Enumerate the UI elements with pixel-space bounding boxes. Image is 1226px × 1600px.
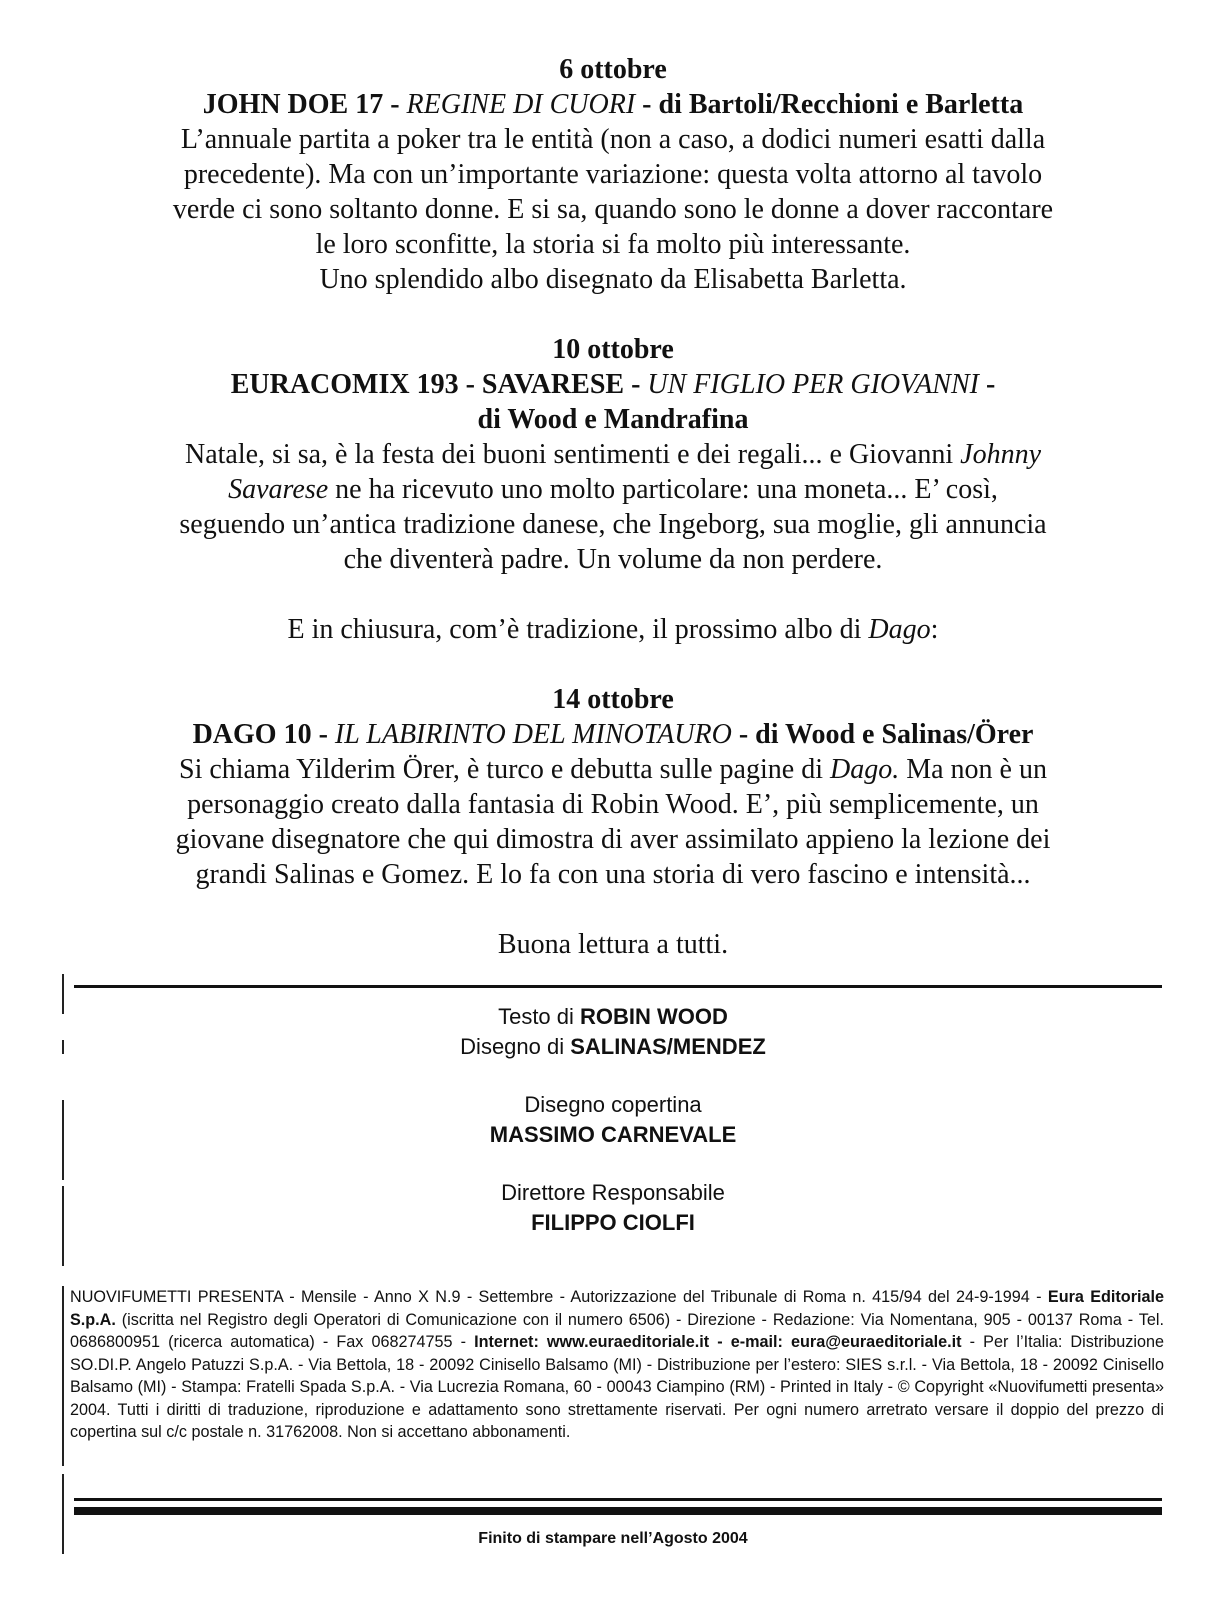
entry-headline-authors: di Wood e Mandrafina [477, 404, 749, 435]
credit-name [60, 1120, 1166, 1150]
body-line: che diventerà padre. Un volume da non perdere. [343, 544, 883, 575]
body-line: L’annuale partita a poker tra le entità (non a caso, a dodici numeri esatti dalla [180, 124, 1046, 155]
entry-date: 10 ottobre [552, 334, 674, 365]
entry-body [60, 437, 1166, 577]
credit-label: Testo di [498, 1004, 581, 1029]
body-italic: Dago. [829, 754, 900, 785]
bottom-rule-thick [74, 1507, 1162, 1515]
credit-label: Direttore Responsabile [501, 1180, 725, 1205]
closing-intro [60, 612, 1166, 647]
headline-series: DAGO 10 - [192, 719, 335, 750]
credit-name [60, 1208, 1166, 1238]
credit-label: Disegno copertina [524, 1092, 702, 1117]
legal-text: - Per l’Italia: Distribuzione SO.DI.P. Angelo Patuzzi S.p.A. - Via Bettola, 18 - 20092 Cinisello Balsamo (MI) - Distribuzione per l’estero: SIES s.r.l. - Via Bettola, 18 - 20092 Cinisello Balsamo (MI) - Stampa: Fratelli Spada S.p.A. - Via Lucrezia Romana, 60 - 00043 Ciampino (RM) - Printed in Italy - © Copyright «Nuovifumetti presenta» 2004. Tutti i diritti di traduzione, riproduzione e adattamento sono strettamente riservati. Per ogni numero arretrato versare il doppio del prezzo di copertina sul c/c postale n. 31762008. Non si accettano abbonamenti. [70, 1333, 1164, 1441]
entry-date: 14 ottobre [552, 684, 674, 715]
credits-director [60, 1178, 1166, 1238]
credit-label: Disegno di [460, 1034, 571, 1059]
closing-italic: Dago [868, 614, 931, 645]
headline-authors: - di Wood e Salinas/Örer [731, 719, 1034, 750]
body-text: Ma non è un [899, 754, 1047, 785]
legal-publisher: Eura Editoriale S.p.A. [70, 1288, 1164, 1329]
announcements [60, 52, 1166, 962]
body-italic: Johnny [960, 439, 1042, 470]
body-line: precedente). Ma con un’importante variazione: questa volta attorno al tavolo [183, 159, 1043, 190]
entry-date: 6 ottobre [559, 54, 667, 85]
entry-body [60, 752, 1166, 892]
entry-headline [60, 87, 1166, 122]
body-line: grandi Salinas e Gomez. E lo fa con una storia di vero fascino e intensità... [195, 859, 1031, 890]
body-italic: Savarese [228, 474, 329, 505]
top-rule [74, 985, 1162, 988]
credits [60, 1002, 1166, 1062]
bottom-rule-thin [74, 1498, 1162, 1501]
entry-headline [60, 367, 1166, 402]
credits-cover [60, 1090, 1166, 1150]
credit-name-text: FILIPPO CIOLFI [531, 1210, 695, 1235]
body-line: personaggio creato dalla fantasia di Robin Wood. E’, più semplicemente, un [187, 789, 1039, 820]
credit-name-text: MASSIMO CARNEVALE [489, 1122, 737, 1147]
farewell: Buona lettura a tutti. [497, 929, 729, 960]
entry-headline [60, 717, 1166, 752]
legal-text: (iscritta nel Registro degli Operatori di Comunicazione con il numero 6506) - Direzione - Redazione: Via Nomentana, 905 - 00137 Roma - Tel. 0686800951 (ricerca automatica) - Fax 068274755 - [70, 1310, 1164, 1351]
legal-contacts: Internet: www.euraeditoriale.it - e-mail: eura@euraeditoriale.it [474, 1333, 962, 1351]
margin-mark [62, 1286, 64, 1466]
body-line [60, 472, 1166, 507]
body-text: Si chiama Yilderim Örer, è turco e debutta sulle pagine di [179, 754, 830, 785]
print-date: Finito di stampare nell’Agosto 2004 [478, 1530, 748, 1547]
body-line: giovane disegnatore che qui dimostra di aver assimilato appieno la lezione dei [175, 824, 1051, 855]
credit-name: ROBIN WOOD [580, 1004, 728, 1029]
legal-text: NUOVIFUMETTI PRESENTA - Mensile - Anno X N.9 - Settembre - Autorizzazione del Tribunale di Roma n. 415/94 del 24-9-1994 - [70, 1288, 1048, 1306]
body-line: seguendo un’antica tradizione danese, che Ingeborg, sua moglie, gli annuncia [179, 509, 1047, 540]
legal-notice [70, 1286, 1164, 1444]
closing-tail: : [930, 614, 939, 645]
body-text: ne ha ricevuto uno molto particolare: una moneta... E’ così, [328, 474, 998, 505]
headline-dash: - [978, 369, 996, 400]
headline-title: REGINE DI CUORI [406, 89, 636, 120]
credit-name: SALINAS/MENDEZ [570, 1034, 766, 1059]
headline-series: JOHN DOE 17 - [202, 89, 407, 120]
body-text: Natale, si sa, è la festa dei buoni sentimenti e dei regali... e Giovanni [184, 439, 961, 470]
body-line [60, 752, 1166, 787]
credit-text [60, 1002, 1166, 1032]
headline-authors: - di Bartoli/Recchioni e Barletta [635, 89, 1024, 120]
body-line: Uno splendido albo disegnato da Elisabetta Barletta. [319, 264, 907, 295]
closing-text: E in chiusura, com’è tradizione, il prossimo albo di [287, 614, 869, 645]
entry-body [60, 122, 1166, 297]
body-line: verde ci sono soltanto donne. E si sa, quando sono le donne a dover raccontare [172, 194, 1054, 225]
headline-title: UN FIGLIO PER GIOVANNI [647, 369, 979, 400]
body-line: le loro sconfitte, la storia si fa molto più interessante. [315, 229, 911, 260]
headline-series: EURACOMIX 193 - SAVARESE - [230, 369, 648, 400]
credit-art [60, 1032, 1166, 1062]
headline-title: IL LABIRINTO DEL MINOTAURO [334, 719, 732, 750]
body-line [60, 437, 1166, 472]
